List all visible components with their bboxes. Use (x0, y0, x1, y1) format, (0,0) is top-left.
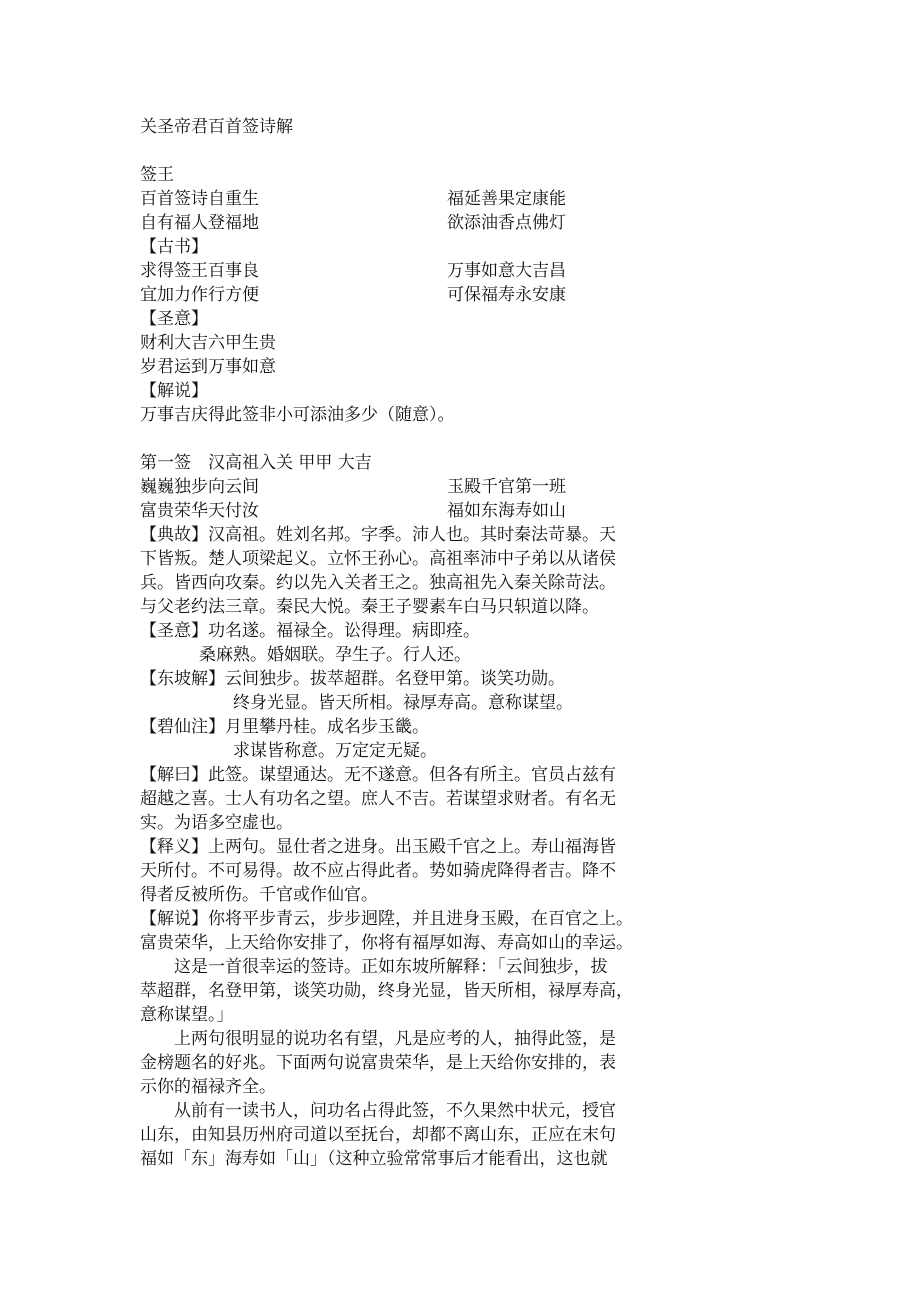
poem-verse: 福延善果定康能 (447, 189, 566, 209)
text-line: 岁君运到万事如意 (140, 357, 276, 377)
text-line: 桑麻熟。婚姻联。孕生子。行人还。 (199, 645, 471, 665)
poem-line (140, 187, 566, 211)
text-line: 山东，由知县历州府司道以至抚台，却都不离山东，正应在末句 (140, 1125, 616, 1145)
section-heading-qianwang: 签王 (140, 165, 174, 185)
text-line: 【东坡解】云间独步。拔萃超群。名登甲第。谈笑功勋。 (140, 669, 565, 689)
poem-verse: 可保福寿永安康 (447, 285, 566, 305)
text-line: 从前有一读书人，问功名占得此签，不久果然中状元，授官 (174, 1101, 616, 1121)
text-line: 【释义】上两句。显仕者之进身。出玉殿千官之上。寿山福海皆 (140, 837, 616, 857)
text-line: 万事吉庆得此签非小可添油多少（随意）。 (140, 405, 455, 425)
text-line: 意称谋望。」 (140, 1005, 234, 1025)
text-line: 【解说】你将平步青云，步步迥陞，并且进身玉殿，在百官之上。 (140, 909, 633, 929)
poem-verse: 欲添油香点佛灯 (447, 213, 566, 233)
label-jieshuo: 【解说】 (140, 381, 208, 401)
poem-line (140, 259, 566, 283)
text-line: 下皆叛。楚人项梁起义。立怀王孙心。高祖率沛中子弟以从诸侯 (140, 549, 616, 569)
poem-verse: 万事如意大吉昌 (447, 261, 566, 281)
text-line: 财利大吉六甲生贵 (140, 333, 276, 353)
text-line: 【圣意】功名遂。福禄全。讼得理。病即痊。 (140, 621, 480, 641)
text-line: 实。为语多空虚也。 (140, 813, 293, 833)
poem-verse: 宜加力作行方便 (140, 285, 259, 305)
text-line: 【碧仙注】月里攀丹桂。成名步玉畿。 (140, 717, 429, 737)
poem-verse: 福如东海寿如山 (447, 501, 566, 521)
text-line: 富贵荣华，上天给你安排了，你将有福厚如海、寿高如山的幸运。 (140, 933, 633, 953)
text-line: 这是一首很幸运的签诗。正如东坡所解释：「云间独步，拔 (174, 957, 608, 977)
poem-verse: 玉殿千官第一班 (447, 477, 566, 497)
text-line: 【典故】汉高祖。姓刘名邦。字季。沛人也。其时秦法苛暴。天 (140, 525, 616, 545)
poem-verse: 富贵荣华天付汝 (140, 501, 259, 521)
poem-line (140, 283, 566, 307)
label-shengyi: 【圣意】 (140, 309, 208, 329)
label-gushu: 【古书】 (140, 237, 208, 257)
text-line: 上两句很明显的说功名有望，凡是应考的人，抽得此签，是 (174, 1029, 616, 1049)
text-line: 福如「东」海寿如「山」（这种立验常常事后才能看出，这也就 (140, 1149, 608, 1169)
text-line: 与父老约法三章。秦民大悦。秦王子婴素车白马只轵道以降。 (140, 597, 599, 617)
text-line: 示你的福禄齐全。 (140, 1077, 276, 1097)
text-line: 【解曰】此签。谋望通达。无不遂意。但各有所主。官员占兹有 (140, 765, 616, 785)
poem-verse: 求得签王百事良 (140, 261, 259, 281)
text-line: 萃超群，名登甲第，谈笑功勋，终身光显，皆天所相，禄厚寿高， (140, 981, 633, 1001)
text-line: 得者反被所伤。千官或作仙官。 (140, 885, 378, 905)
section-heading-qian1: 第一签 汉高祖入关 甲甲 大吉 (140, 453, 372, 473)
text-line: 金榜题名的好兆。下面两句说富贵荣华，是上天给你安排的，表 (140, 1053, 616, 1073)
text-line: 求谋皆称意。万定定无疑。 (233, 741, 437, 761)
text-line: 兵。皆西向攻秦。约以先入关者王之。独高祖先入秦关除苛法。 (140, 573, 616, 593)
text-line: 天所付。不可易得。故不应占得此者。势如骑虎降得者吉。降不 (140, 861, 616, 881)
poem-verse: 巍巍独步向云间 (140, 477, 259, 497)
poem-verse: 自有福人登福地 (140, 213, 259, 233)
document-title: 关圣帝君百首签诗解 (140, 117, 293, 137)
poem-line (140, 475, 566, 499)
text-line: 超越之喜。士人有功名之望。庶人不吉。若谋望求财者。有名无 (140, 789, 616, 809)
text-line: 终身光显。皆天所相。禄厚寿高。意称谋望。 (233, 693, 573, 713)
poem-line (140, 211, 566, 235)
poem-line (140, 499, 566, 523)
poem-verse: 百首签诗自重生 (140, 189, 259, 209)
